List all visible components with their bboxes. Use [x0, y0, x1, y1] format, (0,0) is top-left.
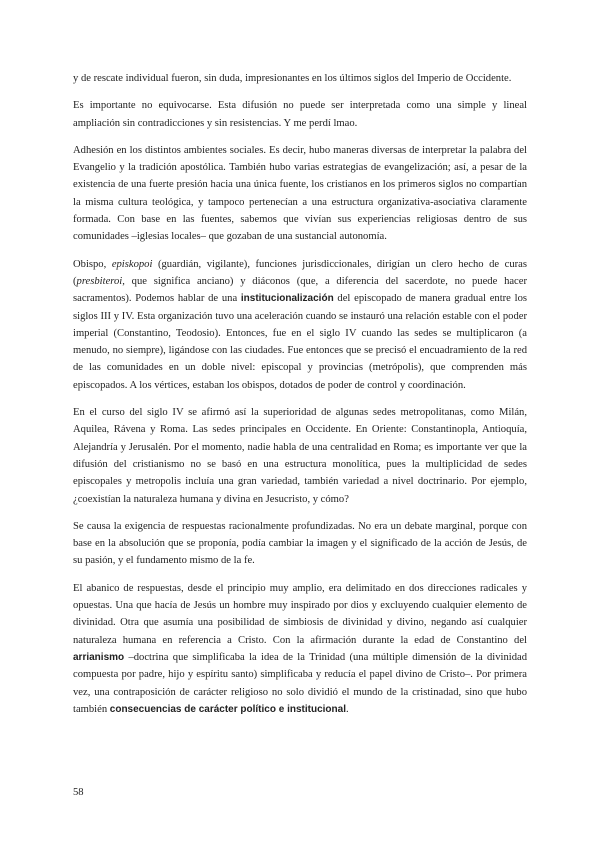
text-run: , que significa anciano) y diáconos (que, a diferencia del sacerdote, no puede hacer sacramentos). Podemos hablar de una: [73, 275, 527, 305]
paragraph-7: [73, 580, 527, 718]
paragraph-6: [73, 518, 527, 570]
paragraph-1: [73, 70, 527, 87]
page-body: [73, 70, 527, 728]
emphasis-italic: episkopoi: [111, 258, 153, 270]
text-run: del episcopado de manera gradual entre los siglos III y IV. Esta organización tuvo una aceleración cuando se instauró una relación estable con el poder imperial (Constantino, Teodosio). Entonces, fue en el siglo IV cuando las sedes se multiplicaron (a menudo, no siempre), ligándose con las ciudades. Fue entonces que se precisó el encuadramiento de la red de las comunidades en un doble nivel: episcopal y provincias (metrópolis), que comprenden más episcopados. A los vértices, estaban los obispos, dotados de poder de control y coordinación.: [73, 293, 527, 391]
text-run: (guardián, vigilante), funciones jurisdiccionales, dirigían un clero hecho de curas (: [73, 258, 528, 287]
text-run: Obispo,: [73, 258, 112, 270]
paragraph-3: [73, 142, 527, 246]
text-run: .: [345, 703, 349, 715]
text-run: Adhesión en los distintos ambientes sociales. Es decir, hubo maneras diversas de interpretar la palabra del Evangelio y la tradición apostólica. También hubo varias estrategias de evangelización; así, a pesar de la existencia de una fuerte presión hacia una única fuente, los cristianos en los primeros siglos no compartían la misma cultura teológica, y tampoco pertenecían a una estructura organizativa-asociativa claramente formada. Con base en las fuentes, sabemos que vivían sus experiencias religiosas dentro de sus comunidades –iglesias locales– que gozaban de una sustancial autonomía.: [73, 144, 527, 243]
paragraph-4: [73, 256, 527, 394]
text-run: –doctrina que simplificaba la idea de la Trinidad (una múltiple dimensión de la divinidad compuesta por padre, hijo y espíritu santo) simplificaba y reducía el papel divino de Cristo–. Por primera vez, una contraposición de carácter religioso no solo dividió el mundo de la cristinadad, sino que hubo también: [73, 651, 527, 715]
text-run: Se causa la exigencia de respuestas racionalmente profundizadas. No era un debate marginal, porque con base en la absolución que se proponía, podía cambiar la imagen y el significado de la acción de Jesús, de su pasión, y el fundamento mismo de la fe.: [73, 520, 527, 567]
text-run: El abanico de respuestas, desde el principio muy amplio, era delimitado en dos direcciones radicales y opuestas. Una que hacía de Jesús un hombre muy inspirado por dios y excluyendo cualquier elemento de divinidad. Otra que asumía una posibilidad de simbiosis de divinidad y divino, negando así cualquier naturaleza humana en referencia a Cristo. Con la afirmación durante la edad de Constantino del: [73, 582, 527, 646]
text-run: y de rescate individual fueron, sin duda, impresionantes en los últimos siglos del Imperio de Occidente.: [73, 73, 512, 84]
emphasis-bold: consecuencias de carácter político e institucional: [109, 703, 346, 715]
text-run: Es importante no equivocarse. Esta difusión no puede ser interpretada como una simple y lineal ampliación sin contradicciones y sin resistencias. Y me perdí lmao.: [73, 100, 527, 129]
paragraph-5: [73, 404, 527, 508]
page-number: 58: [73, 787, 84, 798]
emphasis-italic: presbiteroi: [76, 275, 123, 287]
paragraph-2: [73, 97, 527, 132]
emphasis-bold: arrianismo: [73, 651, 125, 663]
emphasis-bold: institucionalización: [240, 293, 334, 305]
text-run: En el curso del siglo IV se afirmó así la superioridad de algunas sedes metropolitanas, como Milán, Aquilea, Rávena y Roma. Las sedes principales en Occidente. En Oriente: Constantinopla, Antioquía, Alejandría y Jerusalén. Por el momento, nadie habla de una centralidad en Roma; es importante ver que la difusión del cristianismo no se basó en una estructura monolítica, pues la multiplicidad de sedes episcopales y metropolis incluía una gran variedad, también variedad a nivel doctrinario. Por ejemplo, ¿coexistían la naturaleza humana y divina en Jesucristo, y cómo?: [73, 407, 527, 505]
